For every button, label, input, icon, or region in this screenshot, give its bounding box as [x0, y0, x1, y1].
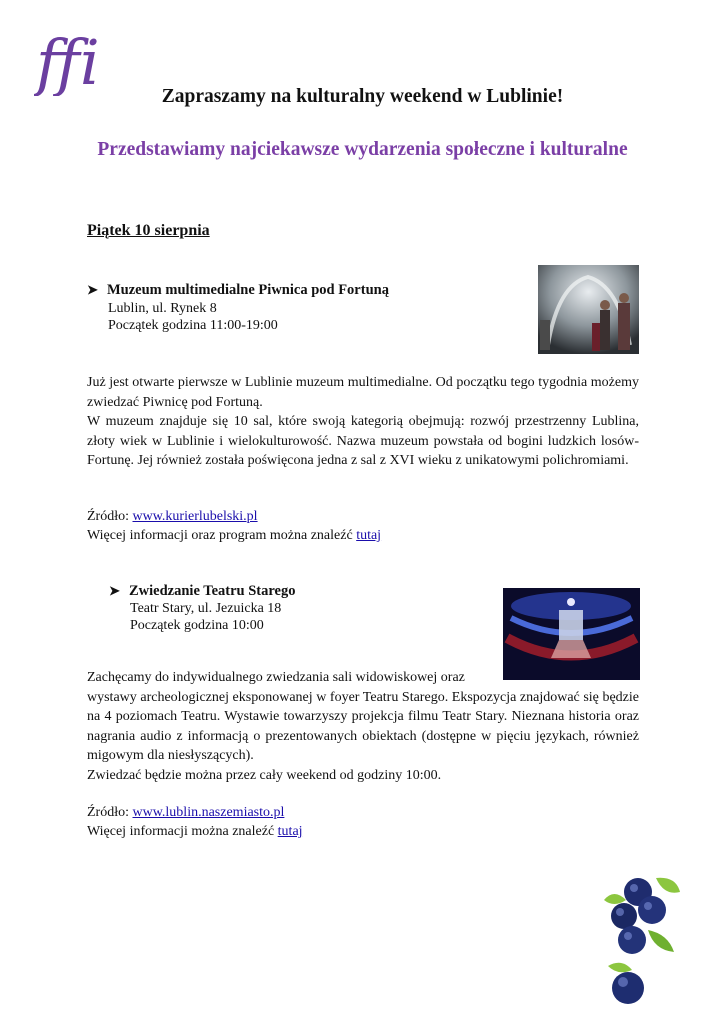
source-line-2: Źródło: www.lublin.naszemiasto.pl [87, 805, 285, 820]
svg-text:ffi: ffi [36, 26, 100, 96]
source-line-1: Źródło: www.kurierlubelski.pl [87, 509, 258, 524]
event-hours: Początek godzina 10:00 [130, 618, 264, 633]
event-address: Teatr Stary, ul. Jezuicka 18 [130, 601, 282, 616]
event-address: Lublin, ul. Rynek 8 [108, 301, 217, 316]
event-description-2: Zachęcamy do indywidualnego zwiedzania sali widowiskowej oraz wystawy archeologicznej eksponowanej w foyer Teatru Starego. Ekspozycja znajdować się będzie na 4 poziomach Teatru. Wystawie towarzyszy projekcja filmu Teatr Stary. Nieznana historia oraz nagrania audio z informacją o prezentowanych obiektach (dostępne w pięciu językach, również migowym dla niesłyszących). Zwiedzać będzie można przez cały weekend od godziny 10:00. [87, 670, 639, 783]
more-info-line-2: Więcej informacji można znaleźć tutaj [87, 824, 303, 839]
more-info-link[interactable]: tutaj [356, 528, 382, 543]
event-description-1: Już jest otwarte pierwsze w Lublinie muzeum multimedialne. Od początku tego tygodnia możemy zwiedzać Piwnicę pod Fortuną. W muzeum znajduje się 10 sal, które swoją kategorią obejmują: rozwój przestrzenny Lublina, złoty wiek w Lublinie i wielokulturowość. Nazwa muzeum powstała od bogini ludzkich losów-Fortunę. Jej również została poświęcona jedna z sal z XVI wieku z unikatowymi polichromiami. [87, 375, 639, 468]
event-date-heading: Piątek 10 sierpnia [87, 222, 210, 239]
event-block-1 [87, 282, 389, 334]
event-title: ➤ Muzeum multimedialne Piwnica pod Fortuną [87, 282, 389, 298]
theatre-photo [503, 588, 640, 680]
source-link[interactable]: www.lublin.naszemiasto.pl [132, 805, 285, 820]
page-title: Zapraszamy na kulturalny weekend w Lublinie! [161, 86, 564, 107]
arrow-bullet-icon: ➤ [87, 282, 98, 297]
event-block-2 [109, 583, 295, 634]
more-info-link[interactable]: tutaj [277, 824, 303, 839]
more-info-line-1: Więcej informacji oraz program można znaleźć tutaj [87, 528, 382, 543]
museum-photo [538, 265, 639, 354]
page-subtitle: Przedstawiamy najciekawsze wydarzenia społeczne i kulturalne [97, 139, 628, 160]
event-hours: Początek godzina 11:00-19:00 [108, 318, 278, 333]
event-title: ➤ Zwiedzanie Teatru Starego [109, 583, 296, 599]
source-link[interactable]: www.kurierlubelski.pl [132, 509, 258, 524]
arrow-bullet-icon: ➤ [109, 583, 120, 598]
blueberries-illustration [598, 870, 688, 1010]
